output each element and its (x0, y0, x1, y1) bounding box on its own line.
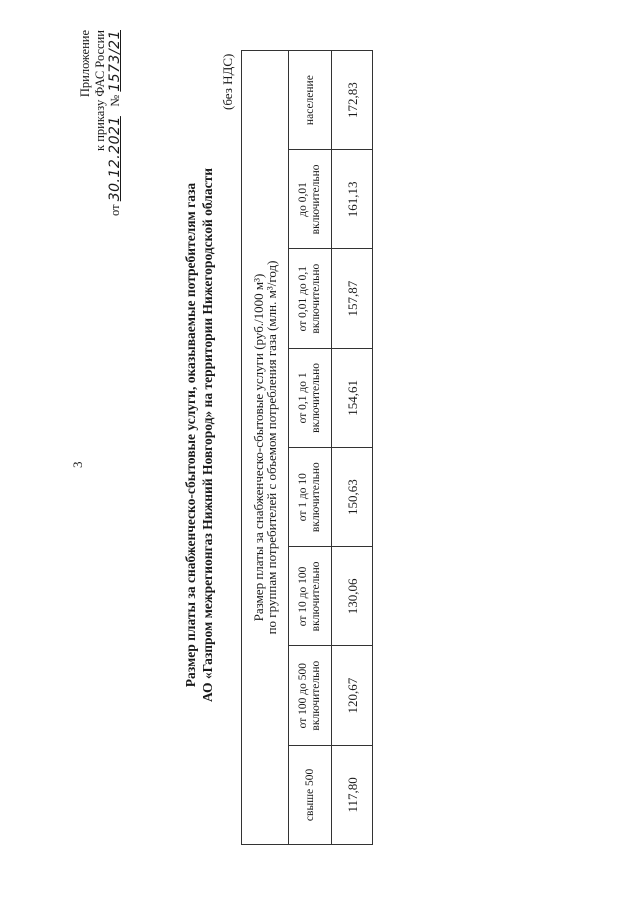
appendix-block (78, 30, 123, 235)
group-cell (289, 547, 332, 646)
document-title (182, 125, 216, 745)
header-line-2: по группам потребителей с объемом потребления газа (млн. м³/год) (264, 260, 279, 635)
group-cell (289, 249, 332, 348)
group-label: от 100 до 500 (297, 662, 309, 729)
group-label: свыше 500 (303, 768, 316, 822)
group-cell (289, 646, 332, 745)
value-cell: 154,61 (332, 348, 373, 447)
table-header-cell (242, 51, 289, 845)
value-cell: 157,87 (332, 249, 373, 348)
date-prefix: от (108, 204, 122, 216)
values-row (332, 51, 373, 845)
appendix-date-line (108, 30, 123, 235)
group-cell (289, 150, 332, 249)
value-cell: 117,80 (332, 745, 373, 844)
value-cell: 130,06 (332, 547, 373, 646)
header-line-1: Размер платы за снабженческо-сбытовые услуги (руб./1000 м³) (251, 273, 266, 622)
group-label: от 1 до 10 (297, 473, 309, 522)
table-header-row (242, 51, 289, 845)
group-label: от 0,01 до 0,1 (297, 265, 309, 332)
value-cell: 172,83 (332, 51, 373, 150)
group-label: до 0,01 (297, 182, 309, 217)
value-cell: 150,63 (332, 448, 373, 547)
group-sub: включительно (310, 660, 322, 731)
tariff-table (241, 50, 373, 845)
group-cell (289, 448, 332, 547)
number-prefix: № (108, 94, 122, 107)
appendix-title: Приложение (78, 30, 92, 98)
group-sub: включительно (310, 362, 322, 433)
page-number: 3 (70, 461, 85, 468)
group-label: от 0,1 до 1 (297, 372, 309, 424)
group-sub: включительно (310, 462, 322, 533)
vat-note: (без НДС) (220, 53, 235, 110)
group-sub: включительно (310, 561, 322, 632)
title-line-2: АО «Газпром межрегионгаз Нижний Новгород» на территории Нижегородской области (200, 167, 215, 703)
group-sub: включительно (310, 164, 322, 235)
group-label: население (303, 75, 316, 126)
group-label: от 10 до 100 (297, 566, 309, 627)
value-cell: 161,13 (332, 150, 373, 249)
order-date: 30.12.2021 (107, 116, 123, 202)
order-number: 1573/21 (107, 30, 123, 92)
group-cell (289, 51, 332, 150)
group-cell (289, 745, 332, 844)
appendix-order-ref: к приказу ФАС России (93, 30, 107, 151)
value-cell: 120,67 (332, 646, 373, 745)
group-cell (289, 348, 332, 447)
group-labels-row (289, 51, 332, 845)
title-line-1: Размер платы за снабженческо-сбытовые услуги, оказываемые потребителям газа (183, 182, 198, 688)
group-sub: включительно (310, 263, 322, 334)
